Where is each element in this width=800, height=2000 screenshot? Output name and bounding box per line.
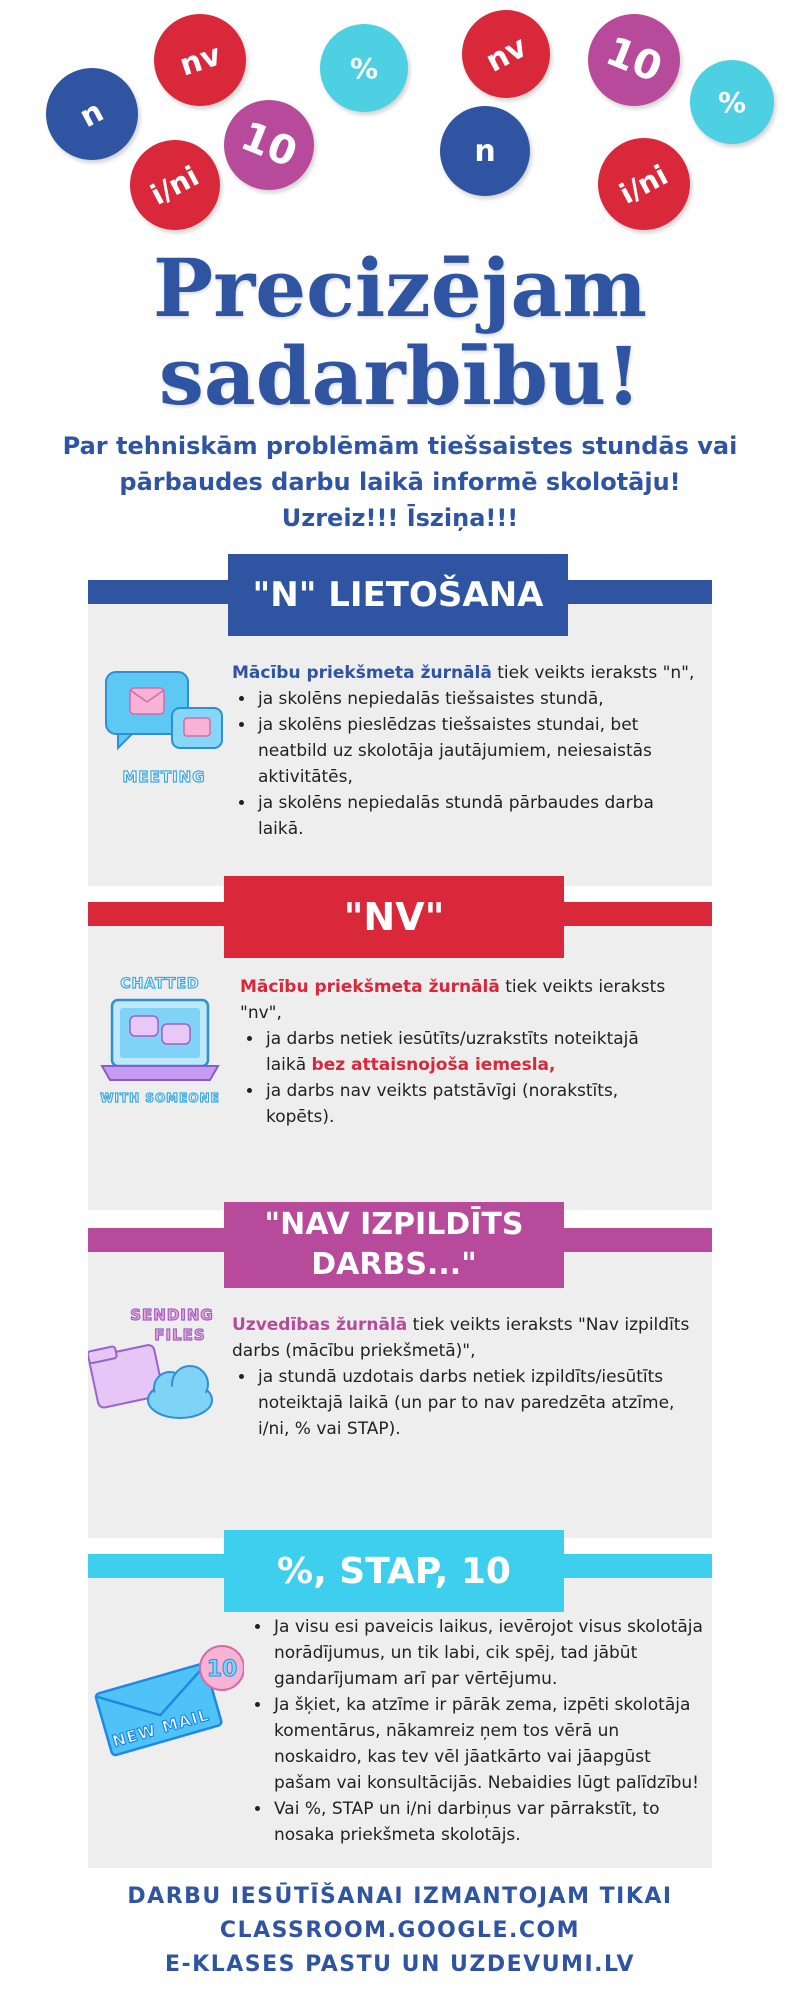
list-item: • Ja visu esi paveicis laikus, ievērojot visus skolotāja norādījumus, un tik labi, cik spēj, tad jābūt gandarījumam arī par vērtējumu. bbox=[272, 1614, 708, 1692]
subtitle-line-3: Uzreiz!!! Īsziņa!!! bbox=[281, 504, 519, 532]
new-mail-badge: 10 bbox=[206, 1657, 238, 1682]
page-title-line-1: Precizējam bbox=[152, 241, 648, 335]
sending-illustration-label-top: SENDING bbox=[130, 1306, 214, 1324]
decor-circle-nv-1: nv bbox=[154, 14, 246, 106]
section-n-intro-rest: tiek veikts ieraksts "n", bbox=[491, 663, 695, 683]
section-n-header: "N" LIETOŠANA bbox=[228, 554, 568, 636]
section-n-intro-highlight: Mācību priekšmeta žurnālā bbox=[232, 663, 492, 683]
meeting-illustration bbox=[98, 664, 230, 794]
decor-circle-n-2: n bbox=[440, 106, 530, 196]
list-item: • ja skolēns pieslēdzas tiešsaistes stundai, bet neatbild uz skolotāja jautājumiem, neiesaistās aktivitātēs, bbox=[256, 712, 702, 790]
footer-line-3: E-KLASES PASTU UN UZDEVUMI.LV bbox=[164, 1952, 636, 1977]
section-nv-intro-rest: tiek veikts ieraksts "nv", bbox=[240, 977, 666, 1023]
decor-circle-10-1: 10 bbox=[224, 100, 314, 190]
list-item: • ja skolēns nepiedalās tiešsaistes stundā, bbox=[256, 686, 702, 712]
section-n-intro bbox=[232, 660, 702, 686]
decor-circle-ini-2: i/ni bbox=[598, 138, 690, 230]
list-item: • Ja šķiet, ka atzīme ir pārāk zema, izpēti skolotāja komentārus, nākamreiz ņem tos vērā un noskaidro, kas tev vēl jāatkārto vai jāapgūst pašam vai konsultācijās. Nebaidies lūgt palīdzību! bbox=[272, 1692, 708, 1796]
decor-circle-percent-1: % bbox=[320, 24, 408, 112]
section-nv-intro bbox=[240, 974, 680, 1026]
list-item: • ja stundā uzdotais darbs netiek izpildīts/iesūtīts noteiktajā laikā (un par to nav paredzēta atzīme, i/ni, % vai STAP). bbox=[256, 1364, 702, 1442]
subtitle-line-2: pārbaudes darbu laikā informē skolotāju! bbox=[119, 468, 681, 496]
section-nv-list bbox=[240, 1026, 680, 1130]
subtitle-line-1: Par tehniskām problēmām tiešsaistes stundās vai bbox=[62, 432, 738, 460]
chat-illustration-label-top: CHATTED bbox=[120, 976, 200, 992]
section-n-list bbox=[232, 686, 702, 842]
section-nv-header: "NV" bbox=[224, 876, 564, 958]
section-nid-intro-highlight: Uzvedības žurnālā bbox=[232, 1315, 408, 1335]
section-nid-header bbox=[224, 1202, 564, 1288]
decor-circle-nv-2: nv bbox=[462, 10, 550, 98]
highlight-text: bez attaisnojoša iemesla, bbox=[311, 1055, 556, 1075]
chat-laptop-illustration bbox=[96, 970, 224, 1110]
sending-files-illustration bbox=[88, 1300, 228, 1430]
section-nv-intro-highlight: Mācību priekšmeta žurnālā bbox=[240, 977, 500, 997]
sending-illustration-label-bottom: FILES bbox=[154, 1326, 206, 1344]
page-title-line-2: sadarbību! bbox=[158, 329, 642, 423]
decor-circle-10-2: 10 bbox=[588, 14, 680, 106]
section-nid-content bbox=[232, 1312, 702, 1442]
chat-illustration-label-bottom: WITH SOMEONE bbox=[100, 1091, 220, 1105]
section-nid-intro bbox=[232, 1312, 702, 1364]
section-n-content bbox=[232, 660, 702, 842]
footer-line-2: CLASSROOM.GOOGLE.COM bbox=[219, 1918, 581, 1943]
new-mail-illustration bbox=[94, 1640, 244, 1760]
section-stap-header: %, STAP, 10 bbox=[224, 1530, 564, 1612]
meeting-illustration-label: MEETING bbox=[122, 768, 206, 786]
section-nid-header-line-2: DARBS..." bbox=[311, 1247, 477, 1282]
new-mail-illustration-label: NEW MAIL bbox=[110, 1705, 212, 1751]
section-nid-intro-rest: tiek veikts ieraksts "Nav izpildīts darbs (mācību priekšmetā)", bbox=[232, 1315, 690, 1361]
section-stap-content bbox=[248, 1614, 708, 1848]
section-nv-content bbox=[240, 974, 680, 1130]
list-item: • ja darbs nav veikts patstāvīgi (norakstīts, kopēts). bbox=[264, 1078, 680, 1130]
decor-circle-n-1: n bbox=[46, 68, 138, 160]
section-stap-list bbox=[248, 1614, 708, 1848]
list-item: • ja darbs netiek iesūtīts/uzrakstīts noteiktajā laikā bez attaisnojoša iemesla, bbox=[264, 1026, 680, 1078]
decor-circle-percent-2: % bbox=[690, 60, 774, 144]
section-nid-header-line-1: "NAV IZPILDĪTS bbox=[264, 1207, 524, 1242]
decor-circle-ini-1: i/ni bbox=[130, 140, 220, 230]
list-item: • ja skolēns nepiedalās stundā pārbaudes darba laikā. bbox=[256, 790, 702, 842]
list-item: • Vai %, STAP un i/ni darbiņus var pārrakstīt, to nosaka priekšmeta skolotājs. bbox=[272, 1796, 708, 1848]
section-nid-list bbox=[232, 1364, 702, 1442]
footer-line-1: DARBU IESŪTĪŠANAI IZMANTOJAM TIKAI bbox=[127, 1884, 673, 1909]
